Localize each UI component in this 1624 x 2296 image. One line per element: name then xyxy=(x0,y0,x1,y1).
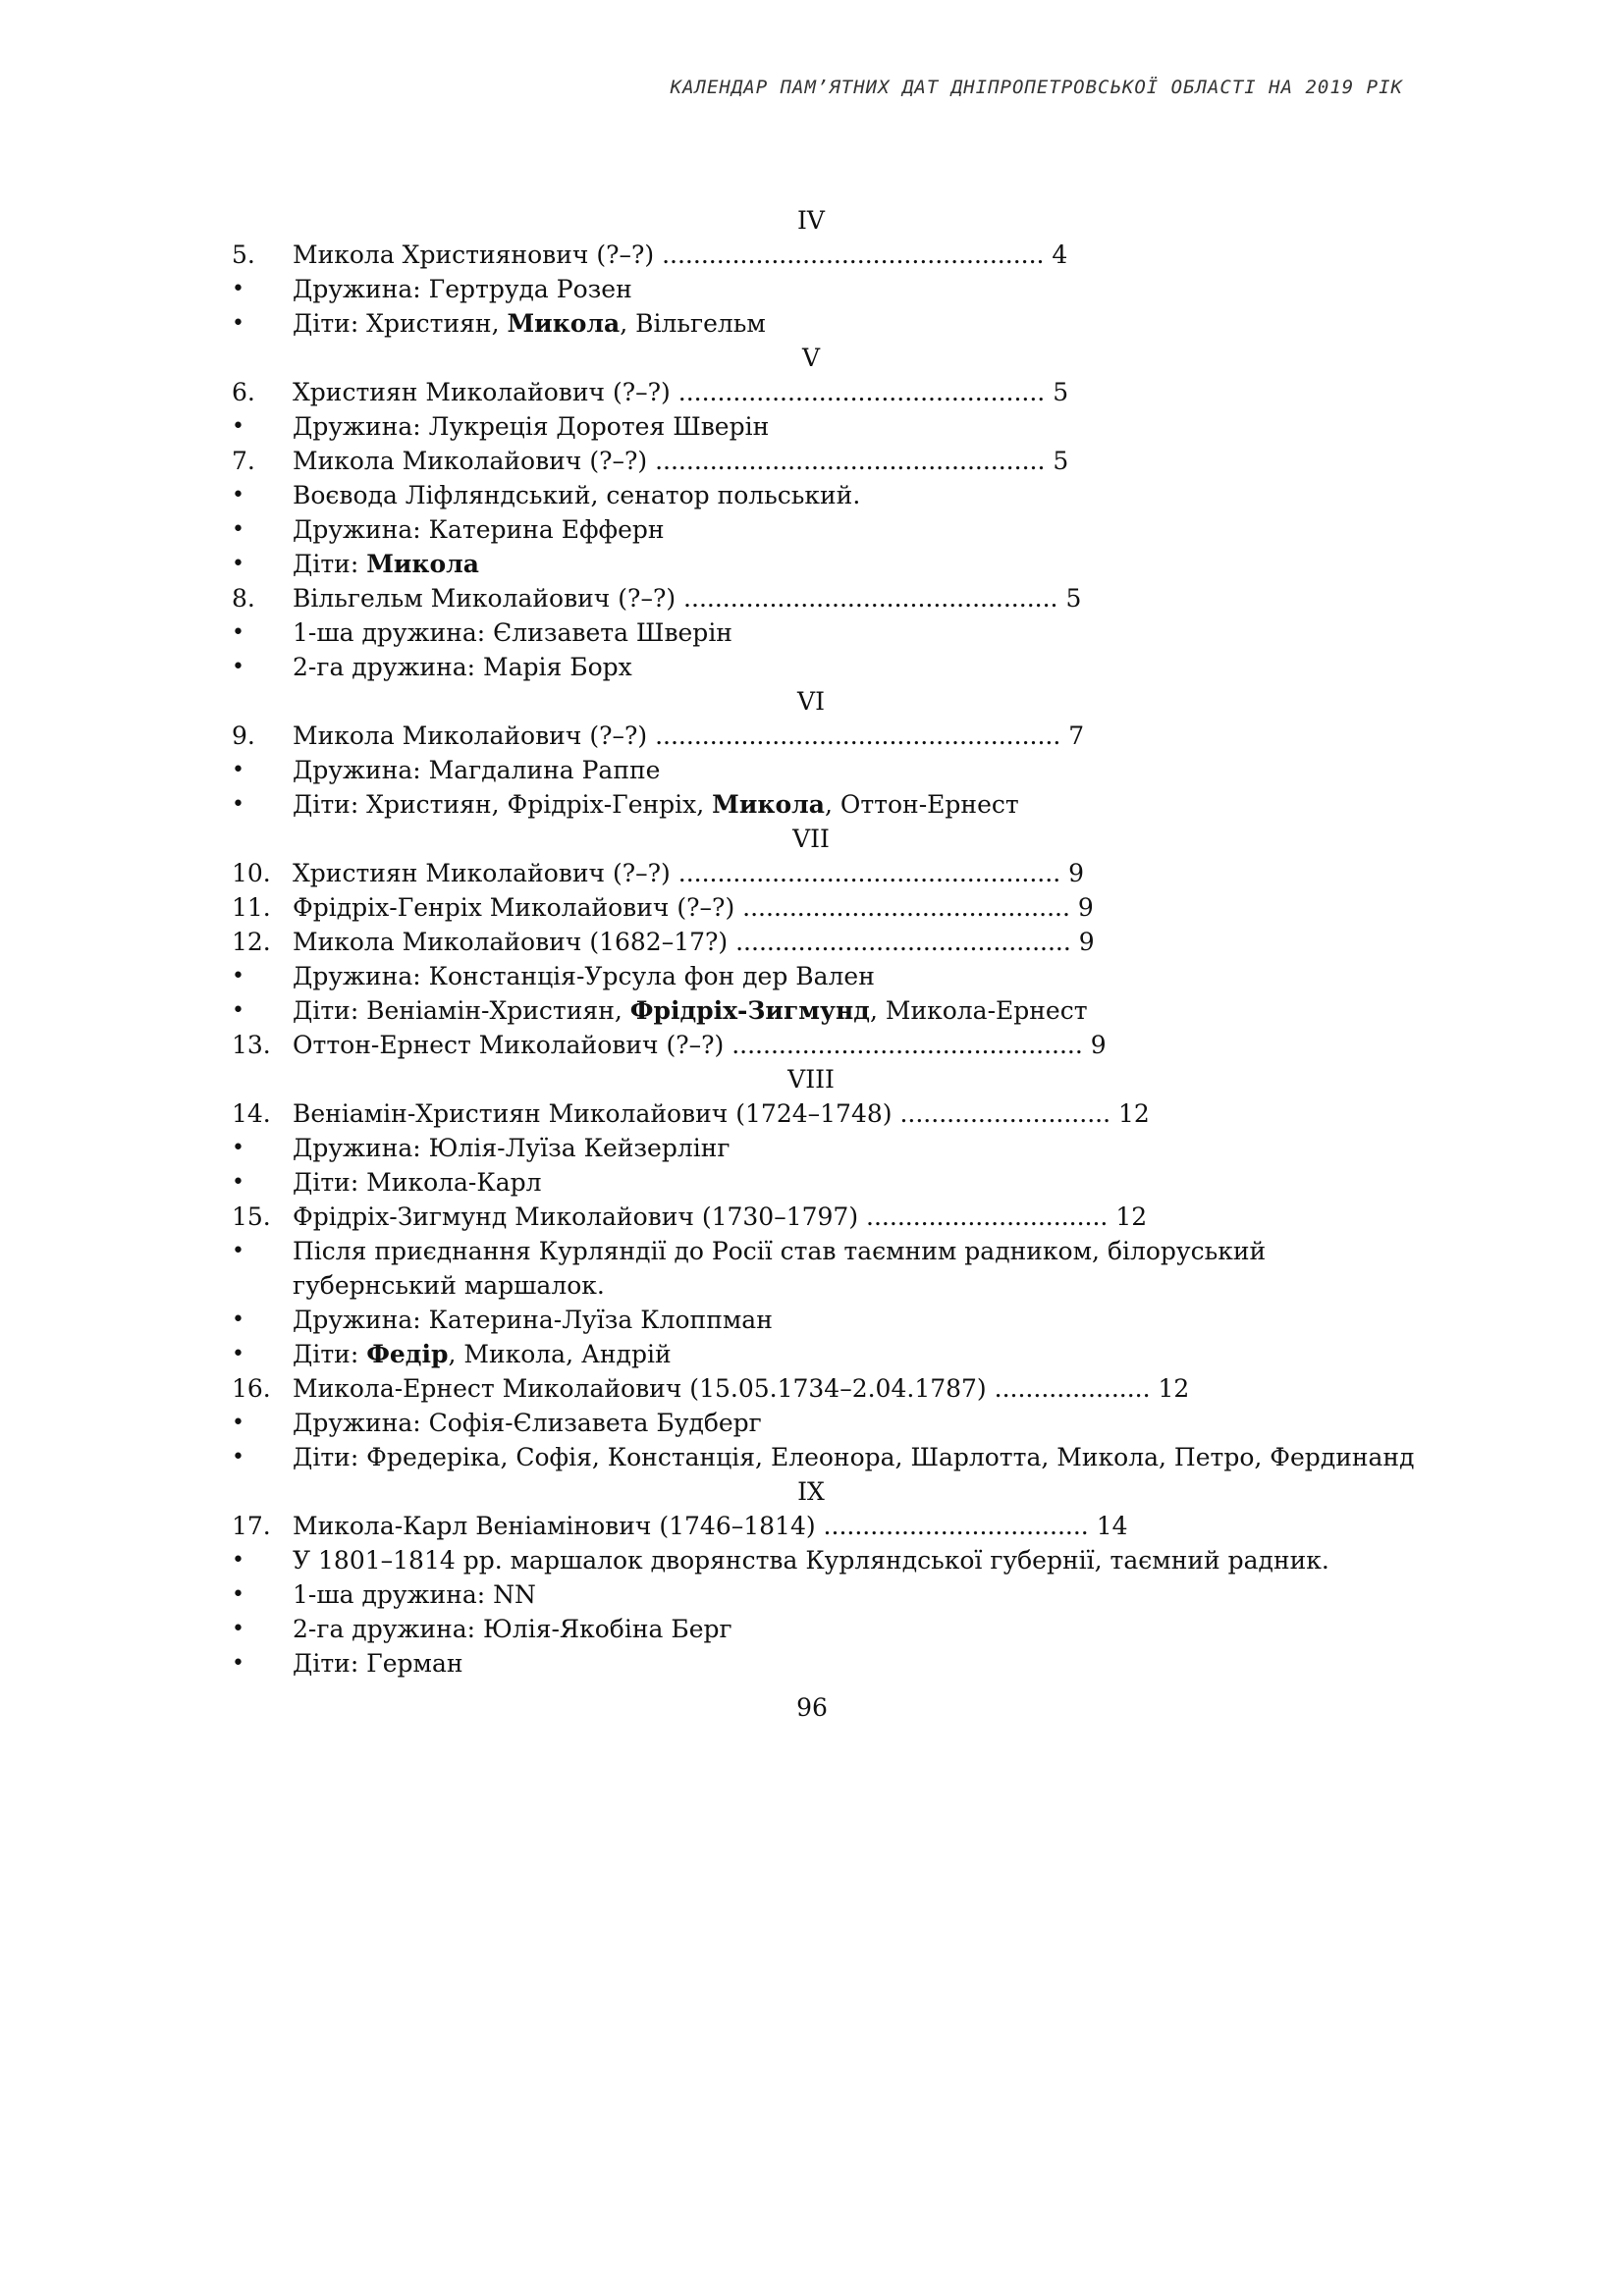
entry-number: 12. xyxy=(232,928,271,956)
text-run: Діти: Фредеріка, Софія, Констанція, Елеонора, Шарлотта, Микола, Петро, Фердинанд xyxy=(293,1443,1415,1471)
detail-item xyxy=(232,1337,1410,1371)
entry-number: 7. xyxy=(232,447,255,475)
entry-text xyxy=(293,306,766,341)
bullet-icon: • xyxy=(232,552,244,576)
entry-number: 11. xyxy=(232,893,271,922)
entry-text xyxy=(293,375,1068,409)
text-run: 1-ша дружина: Єлизавета Шверін xyxy=(293,618,732,647)
detail-item xyxy=(232,959,1410,993)
detail-item xyxy=(232,1234,1410,1303)
entry-text xyxy=(293,512,665,547)
bullet-icon: • xyxy=(232,964,244,988)
entry-text xyxy=(293,615,732,650)
bullet-icon: • xyxy=(232,1308,244,1332)
bullet-icon: • xyxy=(232,311,244,336)
generation-heading: IV xyxy=(797,206,825,235)
person-entry xyxy=(232,719,1410,753)
person-entry xyxy=(232,1096,1410,1131)
bullet-icon: • xyxy=(232,758,244,782)
detail-item xyxy=(232,1612,1410,1646)
detail-item xyxy=(232,1440,1415,1474)
entry-text xyxy=(293,993,1088,1028)
entry-number: 5. xyxy=(232,240,255,269)
bullet-icon: • xyxy=(232,655,244,679)
entry-text xyxy=(293,1440,1415,1474)
text-run: У 1801–1814 рр. маршалок дворянства Курляндської губернії, таємний радник. xyxy=(293,1546,1329,1575)
detail-item xyxy=(232,306,1410,341)
text-run: Християн Миколайович (?–?) ................................................. 9 xyxy=(293,859,1084,887)
text-run: , Микола, Андрій xyxy=(448,1340,672,1368)
entry-number: 9. xyxy=(232,721,255,750)
highlighted-name: Микола xyxy=(366,550,479,578)
person-entry xyxy=(232,581,1410,615)
highlighted-name: Микола xyxy=(712,790,825,819)
bullet-icon: • xyxy=(232,414,244,439)
entry-number: 16. xyxy=(232,1374,271,1403)
person-entry xyxy=(232,444,1410,478)
bullet-icon: • xyxy=(232,1445,244,1469)
entry-text xyxy=(293,1131,731,1165)
text-run: Дружина: Гертруда Розен xyxy=(293,275,632,303)
person-entry xyxy=(232,1200,1410,1234)
text-run: Микола Миколайович (1682–17?) ........................................... 9 xyxy=(293,928,1095,956)
text-run: 2-га дружина: Марія Борх xyxy=(293,653,632,681)
text-run: Микола-Карл Веніамінович (1746–1814) .................................. 14 xyxy=(293,1512,1128,1540)
text-run: Діти: Християн, Фрідріх-Генріх, xyxy=(293,790,713,819)
text-run: Фрідріх-Генріх Миколайович (?–?) .......................................... 9 xyxy=(293,893,1094,922)
entry-number: 10. xyxy=(232,859,271,887)
detail-item xyxy=(232,512,1410,547)
detail-item xyxy=(232,787,1410,822)
entry-text xyxy=(293,1028,1107,1062)
entry-text xyxy=(293,1234,1410,1303)
text-run: Дружина: Юлія-Луїза Кейзерлінг xyxy=(293,1134,731,1162)
entry-text xyxy=(293,444,1068,478)
person-entry xyxy=(232,890,1410,925)
detail-item xyxy=(232,1303,1410,1337)
detail-item xyxy=(232,1577,1410,1612)
text-run: Микола-Ернест Миколайович (15.05.1734–2.04.1787) .................... 12 xyxy=(293,1374,1190,1403)
entry-text xyxy=(293,1577,536,1612)
entry-text xyxy=(293,856,1084,890)
detail-item xyxy=(232,1165,1410,1200)
text-run: Дружина: Лукреція Доротея Шверін xyxy=(293,412,770,441)
generation-heading: V xyxy=(801,344,821,372)
entry-text xyxy=(293,547,479,581)
highlighted-name: Микола xyxy=(507,309,621,338)
text-run: Дружина: Магдалина Раппе xyxy=(293,756,661,784)
text-run: Діти: xyxy=(293,550,367,578)
bullet-icon: • xyxy=(232,1239,244,1263)
entry-text xyxy=(293,1646,463,1681)
text-run: , Оттон-Ернест xyxy=(824,790,1019,819)
running-header: КАЛЕНДАР ПАМ’ЯТНИХ ДАТ ДНІПРОПЕТРОВСЬКОЇ ОБЛАСТІ НА 2019 РІК xyxy=(670,77,1403,98)
text-run: Діти: Християн, xyxy=(293,309,508,338)
generation-heading: VIII xyxy=(787,1065,835,1094)
person-entry xyxy=(232,238,1410,272)
generation-heading: IX xyxy=(797,1477,825,1506)
entry-text xyxy=(293,650,632,684)
bullet-icon: • xyxy=(232,1170,244,1195)
entry-text xyxy=(293,959,875,993)
highlighted-name: Федір xyxy=(366,1340,449,1368)
text-run: , Вільгельм xyxy=(620,309,766,338)
bullet-icon: • xyxy=(232,1548,244,1573)
entry-text xyxy=(293,478,860,512)
entry-text xyxy=(293,890,1094,925)
detail-item xyxy=(232,1646,1410,1681)
text-run: Микола Миколайович (?–?) .................................................. 5 xyxy=(293,447,1069,475)
text-run: Дружина: Катерина-Луїза Клоппман xyxy=(293,1306,773,1334)
bullet-icon: • xyxy=(232,277,244,301)
entry-number: 13. xyxy=(232,1031,271,1059)
bullet-icon: • xyxy=(232,1651,244,1676)
bullet-icon: • xyxy=(232,517,244,542)
generation-heading: VI xyxy=(797,687,825,716)
entry-text xyxy=(293,1371,1189,1406)
detail-item xyxy=(232,478,1410,512)
text-run: 1-ша дружина: NN xyxy=(293,1580,536,1609)
entry-number: 17. xyxy=(232,1512,271,1540)
entry-text xyxy=(293,272,632,306)
bullet-icon: • xyxy=(232,483,244,507)
entry-text xyxy=(293,1096,1150,1131)
entry-text xyxy=(293,787,1019,822)
text-run: Після приєднання Курляндії до Росії став таємним радником, білоруський губернський маршалок. xyxy=(293,1237,1267,1300)
text-run: Християн Миколайович (?–?) ............................................... 5 xyxy=(293,378,1069,406)
entry-number: 8. xyxy=(232,584,255,613)
bullet-icon: • xyxy=(232,1342,244,1366)
text-run: Веніамін-Християн Миколайович (1724–1748) ........................... 12 xyxy=(293,1099,1150,1128)
person-entry xyxy=(232,925,1410,959)
text-run: Микола Миколайович (?–?) .................................................... 7 xyxy=(293,721,1085,750)
genealogy-list xyxy=(232,203,1415,1681)
text-run: 2-га дружина: Юлія-Якобіна Берг xyxy=(293,1615,732,1643)
entry-text xyxy=(293,581,1081,615)
detail-item xyxy=(232,650,1410,684)
entry-text xyxy=(293,1165,542,1200)
detail-item xyxy=(232,1406,1410,1440)
detail-item xyxy=(232,272,1410,306)
text-run: Вільгельм Миколайович (?–?) ................................................ 5 xyxy=(293,584,1082,613)
entry-text xyxy=(293,1509,1128,1543)
entry-number: 6. xyxy=(232,378,255,406)
entry-text xyxy=(293,753,660,787)
text-run: Фрідріх-Зигмунд Миколайович (1730–1797) ............................... 12 xyxy=(293,1202,1148,1231)
text-run: Діти: xyxy=(293,1340,367,1368)
text-run: Дружина: Софія-Єлизавета Будберг xyxy=(293,1409,762,1437)
entry-text xyxy=(293,1406,762,1440)
entry-text xyxy=(293,409,769,444)
text-run: Воєвода Ліфляндський, сенатор польський. xyxy=(293,481,861,509)
entry-text xyxy=(293,719,1084,753)
text-run: , Микола-Ернест xyxy=(869,996,1088,1025)
entry-text xyxy=(293,1337,672,1371)
bullet-icon: • xyxy=(232,792,244,817)
person-entry xyxy=(232,1509,1410,1543)
entry-text xyxy=(293,1612,732,1646)
generation-heading: VII xyxy=(792,825,830,853)
entry-text xyxy=(293,1303,773,1337)
entry-number: 14. xyxy=(232,1099,271,1128)
bullet-icon: • xyxy=(232,1136,244,1160)
bullet-icon: • xyxy=(232,1582,244,1607)
text-run: Дружина: Катерина Ефферн xyxy=(293,515,665,544)
detail-item xyxy=(232,1543,1410,1577)
detail-item xyxy=(232,615,1410,650)
text-run: Дружина: Констанція-Урсула фон дер Вален xyxy=(293,962,875,990)
text-run: Оттон-Ернест Миколайович (?–?) ............................................. 9 xyxy=(293,1031,1107,1059)
text-run: Микола Християнович (?–?) ................................................. 4 xyxy=(293,240,1068,269)
bullet-icon: • xyxy=(232,1411,244,1435)
page-number: 96 xyxy=(796,1693,828,1722)
person-entry xyxy=(232,1371,1410,1406)
detail-item xyxy=(232,1131,1410,1165)
bullet-icon: • xyxy=(232,998,244,1023)
person-entry xyxy=(232,856,1410,890)
highlighted-name: Фрідріх-Зигмунд xyxy=(629,996,870,1025)
text-run: Діти: Герман xyxy=(293,1649,463,1678)
bullet-icon: • xyxy=(232,1617,244,1641)
person-entry xyxy=(232,1028,1410,1062)
detail-item xyxy=(232,547,1410,581)
detail-item xyxy=(232,993,1410,1028)
entry-text xyxy=(293,925,1095,959)
entry-number: 15. xyxy=(232,1202,271,1231)
text-run: Діти: Микола-Карл xyxy=(293,1168,542,1197)
bullet-icon: • xyxy=(232,620,244,645)
entry-text xyxy=(293,1200,1147,1234)
person-entry xyxy=(232,375,1410,409)
text-run: Діти: Веніамін-Християн, xyxy=(293,996,630,1025)
detail-item xyxy=(232,409,1410,444)
entry-text xyxy=(293,1543,1329,1577)
entry-text xyxy=(293,238,1067,272)
detail-item xyxy=(232,753,1410,787)
